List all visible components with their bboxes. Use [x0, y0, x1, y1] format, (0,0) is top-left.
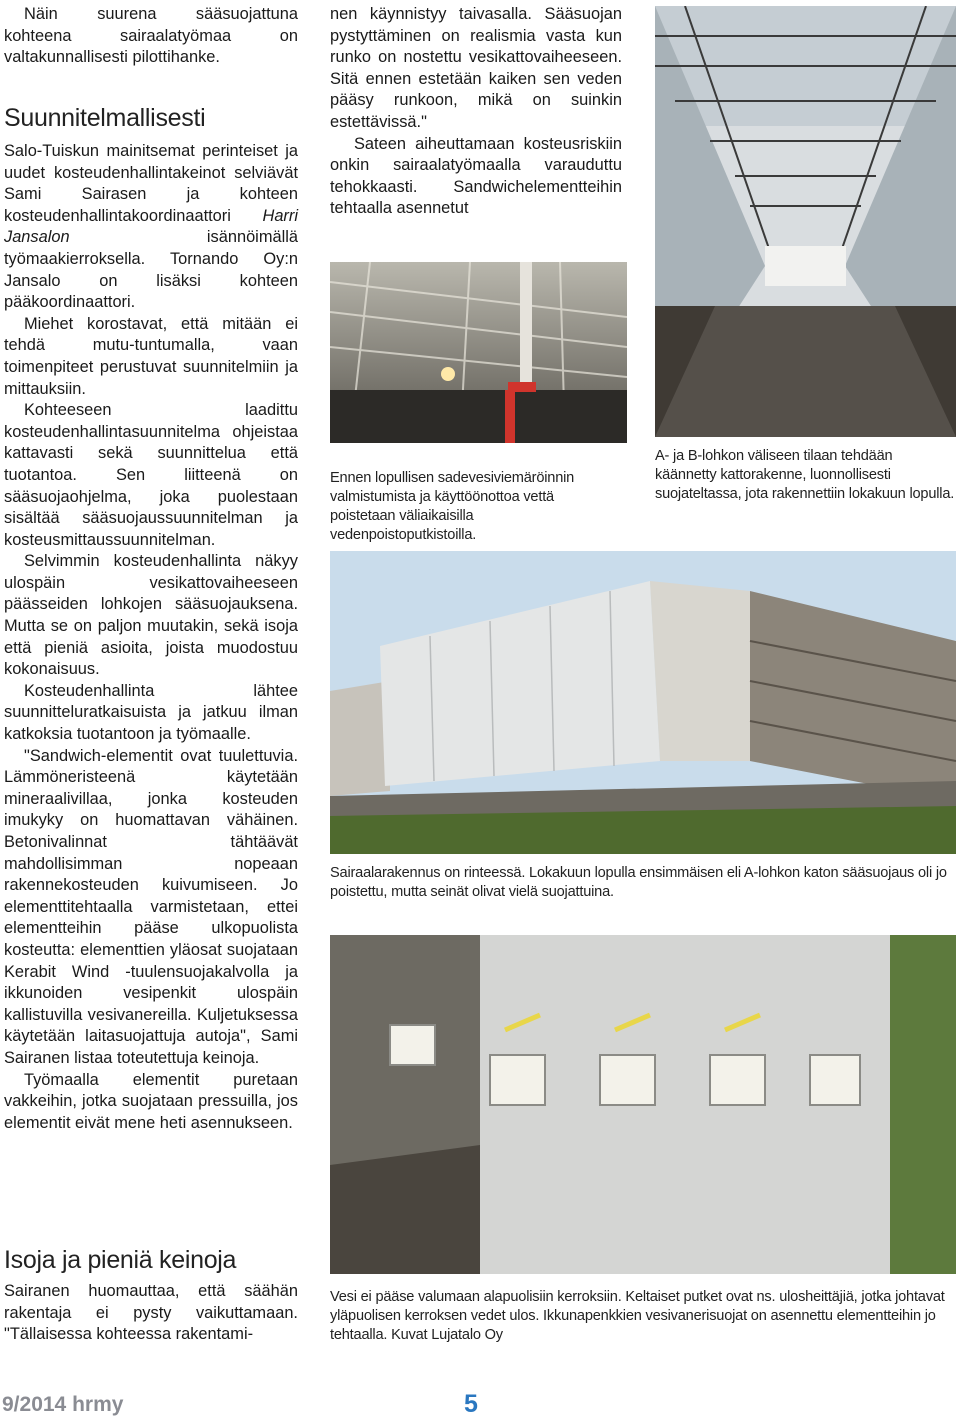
- section-2-body: [4, 1281, 298, 1346]
- col2-paragraph-1: nen käynnistyy taivasalla. Sääsuojan pystyttäminen on realismia vasta kun runko on nostettu vesikattovaiheeseen. Sitä ennen estetään kaiken sen veden pääsy runkoon, mikä on suinkin estettävissä.": [330, 5, 622, 131]
- paragraph-2: Miehet korostavat, että mitään ei tehdä mutu-tuntumalla, vaan toimenpiteet perustuvat suunnitelmiin ja mittauksiin.: [4, 314, 298, 398]
- photo-hospital-building: [330, 551, 956, 854]
- ceiling-illustration: [330, 262, 627, 443]
- paragraph-7: Työmaalla elementit puretaan vakkeihin, jotka suojataan pressuilla, jos elementit eivät mene heti asennukseen.: [4, 1070, 298, 1132]
- photo-facade-windows: [330, 935, 956, 1274]
- paragraph-3: Kohteeseen laadittu kosteudenhallintasuunnitelma ohjeistaa kattavasti sekä suunnittelua että tuotantoa. Sen liitteenä on sääsuojaohjelma, joka puolestaan sisältää sääsuojaussuunnitelman ja kosteusmittaussuunnitelman.: [4, 401, 298, 549]
- facade-illustration: [330, 935, 956, 1274]
- issue-label: 9/2014 hrmy: [2, 1393, 124, 1416]
- paragraph-1: [4, 141, 298, 314]
- caption-ceiling: Ennen lopullisen sadevesiviemäröinnin valmistumista ja käyttöönottoa vettä poistetaan väliaikaisilla vedenpoistoputkistoilla.: [330, 470, 575, 543]
- hospital-building-illustration: [330, 551, 956, 854]
- photo-roof-tent: [655, 6, 956, 437]
- page-number: 5: [464, 1390, 478, 1418]
- roof-tent-illustration: [655, 6, 956, 437]
- person-name: Harri Jansalon: [4, 206, 298, 247]
- caption-roof: A- ja B-lohkon väliseen tilaan tehdään käännetty kattorakenne, luonnollisesti suojateltassa, jota rakennettiin lokakuun lopulla.: [655, 448, 955, 502]
- paragraph-5: Kosteudenhallinta lähtee suunnitteluratkaisuista ja jatkuu ilman katkoksia tuotantoon ja työmaalle.: [4, 681, 298, 744]
- column-2: [330, 4, 622, 220]
- column-1: [4, 4, 298, 69]
- section-heading-suunnitelmallisesti: Suunnitelmallisesti: [4, 104, 206, 132]
- photo-ceiling-drainage: [330, 262, 627, 443]
- paragraph-1-start: Salo-Tuiskun mainitsemat perinteiset ja uudet kosteudenhallintakeinot selviävät Sami Sairasen ja kohteen kosteudenhallintakoordinaattori: [4, 142, 298, 225]
- paragraph-1-end: isännöimällä työmaakierroksella. Tornando Oy:n Jansalo on lisäksi kohteen pääkoordinaattori.: [4, 228, 298, 312]
- paragraph-4: Selvimmin kosteudenhallinta näkyy ulospäin vesikattovaiheeseen päässeiden lohkojen sääsuojauksena. Mutta se on paljon muutakin, sekä isoja että pieniä asioita, joista muodostuu kokonaisuus.: [4, 552, 298, 679]
- intro-paragraph: Näin suurena sääsuojattuna kohteena sairaalatyömaa on valtakunnallisesti pilottihanke.: [4, 5, 298, 67]
- col2-paragraph-2: Sateen aiheuttamaan kosteusriskiin onkin sairaalatyömaalla varauduttu tehokkaasti. Sandwichelementteihin tehtaalla asennetut: [330, 134, 622, 218]
- section-2-paragraph-1: Sairanen huomauttaa, että säähän rakentaja ei pysty vaikuttamaan. "Tällaisessa kohteessa rakentami-: [4, 1282, 298, 1344]
- caption-facade: Vesi ei pääse valumaan alapuolisiin kerroksiin. Keltaiset putket ovat ns. ulosheittäjiä, jotka johtavat yläpuolisen kerroksen vedet ulos. Ikkunapenkkien vesivanerisuojat on asennettu elementteihin jo tehtaalla. Kuvat Lujatalo Oy: [330, 1289, 945, 1343]
- paragraph-6: "Sandwich-elementit ovat tuulettuvia. Lämmöneristeenä käytetään mineraalivillaa, jonka kosteuden imukyky on huomattavan vähäinen. Betonivalinnat tähtäävät mahdollisimman nopeaan rakennekosteuden kuivumiseen. Jo elementtitehtaalla varmistetaan, ettei elementteihin pääse ulkopuolista kosteutta: elementtien yläosat suojataan Kerabit Wind -tuulensuojakalvolla ja ikkunoiden vesipenkit ulospäin kallistuvilla vesivanereilla. Kuljetuksessa käytetään laitasuojattuja autoja", Sami Sairanen listaa toteutettuja keinoja.: [4, 746, 298, 1067]
- caption-building: Sairaalarakennus on rinteessä. Lokakuun lopulla ensimmäisen eli A-lohkon katon sääsuojaus oli jo poistettu, mutta seinät olivat vielä suojattuina.: [330, 865, 947, 900]
- section-heading-isoja-ja-pienia-keinoja: Isoja ja pieniä keinoja: [4, 1246, 237, 1274]
- column-1-body: [4, 141, 298, 1134]
